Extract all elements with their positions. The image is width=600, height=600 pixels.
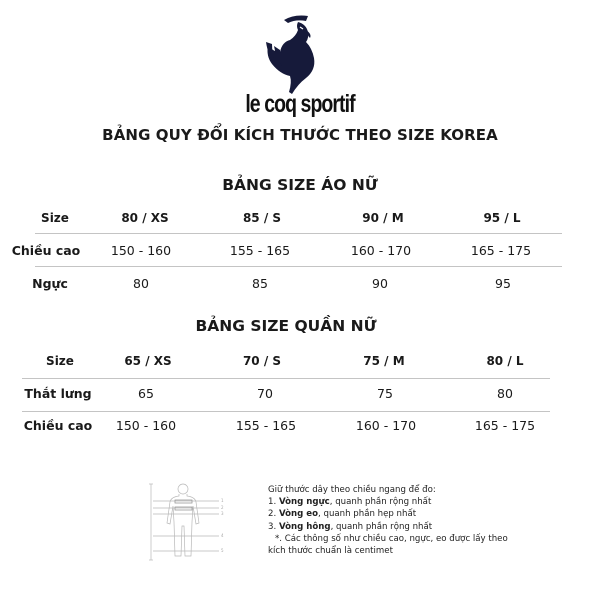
column-header: 80 / L <box>486 354 524 368</box>
table-cell: 80 <box>497 386 513 401</box>
table-header-row <box>0 211 600 231</box>
svg-text:4: 4 <box>221 533 224 538</box>
svg-text:2: 2 <box>221 505 224 510</box>
instruction-item: 2. Vòng eo, quanh phần hẹp nhất <box>268 509 417 520</box>
row-label: Thắt lưng <box>24 386 92 401</box>
table-row <box>0 276 600 296</box>
table-divider <box>22 378 550 379</box>
table-cell: 65 <box>138 386 154 401</box>
rooster-icon <box>262 12 326 96</box>
column-header: 95 / L <box>483 211 521 225</box>
tops-table-title: BẢNG SIZE ÁO NỮ <box>222 176 378 194</box>
measurement-instructions <box>268 484 508 557</box>
table-cell: 155 - 165 <box>235 418 297 433</box>
table-cell: 160 - 170 <box>355 418 417 433</box>
row-label: Chiều cao <box>11 243 81 258</box>
table-cell: 85 <box>252 276 268 291</box>
table-cell: 95 <box>495 276 511 291</box>
svg-text:5: 5 <box>221 548 224 553</box>
table-row <box>0 243 600 263</box>
column-header: 90 / M <box>362 211 404 225</box>
table-cell: 90 <box>372 276 388 291</box>
svg-text:3: 3 <box>221 511 224 516</box>
column-header: 70 / S <box>242 354 282 368</box>
column-header: 65 / XS <box>124 354 172 368</box>
column-header: 80 / XS <box>121 211 169 225</box>
table-divider <box>35 233 562 234</box>
column-header: 75 / M <box>363 354 405 368</box>
brand-wordmark: le coq sportif <box>245 90 355 118</box>
table-row <box>0 418 600 438</box>
column-header: 85 / S <box>242 211 282 225</box>
bottoms-table-title: BẢNG SIZE QUẦN NỮ <box>195 317 377 335</box>
table-cell: 80 <box>133 276 149 291</box>
table-cell: 75 <box>377 386 393 401</box>
instruction-term: Vòng hông <box>278 521 331 532</box>
table-cell: 70 <box>257 386 273 401</box>
table-cell: 155 - 165 <box>229 243 291 258</box>
column-header: Size <box>41 211 69 225</box>
page-title: BẢNG QUY ĐỔI KÍCH THƯỚC THEO SIZE KOREA <box>102 126 498 144</box>
table-cell: 165 - 175 <box>474 418 536 433</box>
table-row <box>0 386 600 406</box>
table-cell: 150 - 160 <box>115 418 177 433</box>
row-label: Ngực <box>32 276 68 291</box>
table-cell: 165 - 175 <box>470 243 532 258</box>
table-divider <box>22 411 550 412</box>
instruction-term: Vòng eo <box>278 509 319 520</box>
table-cell: 150 - 160 <box>110 243 172 258</box>
table-header-row <box>0 354 600 374</box>
unit-note: *. Các thông số như chiều cao, ngực, eo được lấy theo <box>275 533 508 544</box>
instruction-item: 1. Vòng ngực, quanh phần rộng nhất <box>268 497 432 508</box>
column-header: Size <box>46 354 74 368</box>
table-divider <box>35 266 562 267</box>
body-measurement-figure-icon <box>145 478 257 566</box>
instruction-term: Vòng ngực <box>278 497 330 508</box>
instructions-intro: Giữ thước dây theo chiều ngang để đo: <box>268 485 436 495</box>
instruction-item: 3. Vòng hông, quanh phần rộng nhất <box>268 521 433 532</box>
unit-note-continued: kích thước chuẩn là centimet <box>268 546 393 557</box>
row-label: Chiều cao <box>23 418 93 433</box>
table-cell: 160 - 170 <box>350 243 412 258</box>
figure-marker: 1 <box>221 498 224 503</box>
